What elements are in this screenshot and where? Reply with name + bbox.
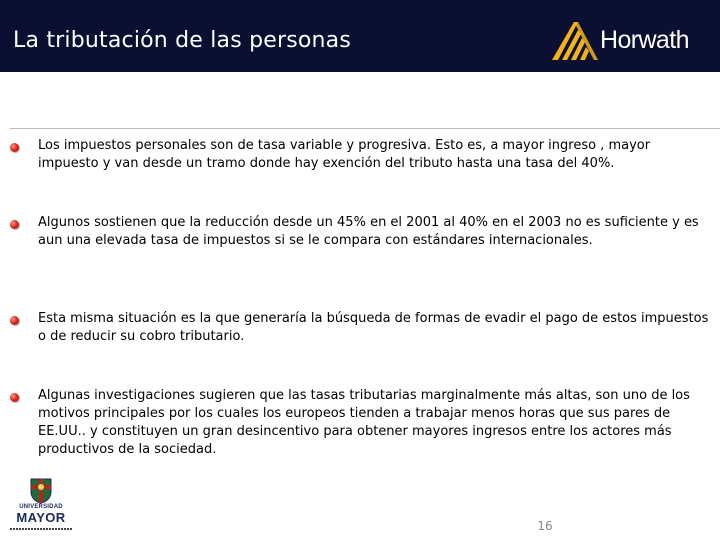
bullet-text: Algunos sostienen que la reducción desde un 45% en el 2001 al 40% en el 2003 no es suficiente y es aun una elevada tasa de impuestos si se le compara con estándares internacionales. (38, 215, 699, 248)
logo-underline (10, 528, 72, 530)
bullet-icon (10, 393, 19, 402)
university-label-big: MAYOR (16, 510, 66, 525)
page-number: 16 (537, 519, 553, 533)
logo-wordmark: Horwath (600, 26, 689, 54)
universidad-mayor-logo (8, 478, 74, 534)
university-label-small: UNIVERSIDAD (19, 504, 63, 510)
horwath-logo (548, 20, 718, 62)
bullet-text: Los impuestos personales son de tasa variable y progresiva. Esto es, a mayor ingreso , mayor impuesto y van desde un tramo donde hay exención del tributo hasta una tasa del 40%. (38, 138, 651, 171)
bullet-icon (10, 316, 19, 325)
horwath-mark-icon (548, 20, 600, 62)
shield-icon (30, 478, 52, 504)
bullet-icon (10, 220, 19, 229)
header-bar (0, 0, 720, 72)
bullet-text: Algunas investigaciones sugieren que las tasas tributarias marginalmente más altas, son uno de los motivos principales por los cuales los europeos tienden a trabajar menos horas que sus pares de EE.UU.. y constituyen un gran desincentivo para obtener mayores ingresos entre los actores más productivos de la sociedad. (38, 388, 690, 457)
bullet-text: Esta misma situación es la que generaría la búsqueda de formas de evadir el pago de estos impuestos o de reducir su cobro tributario. (38, 311, 709, 344)
bullet-icon (10, 143, 19, 152)
page-title: La tributación de las personas (13, 28, 352, 53)
divider (10, 128, 720, 129)
